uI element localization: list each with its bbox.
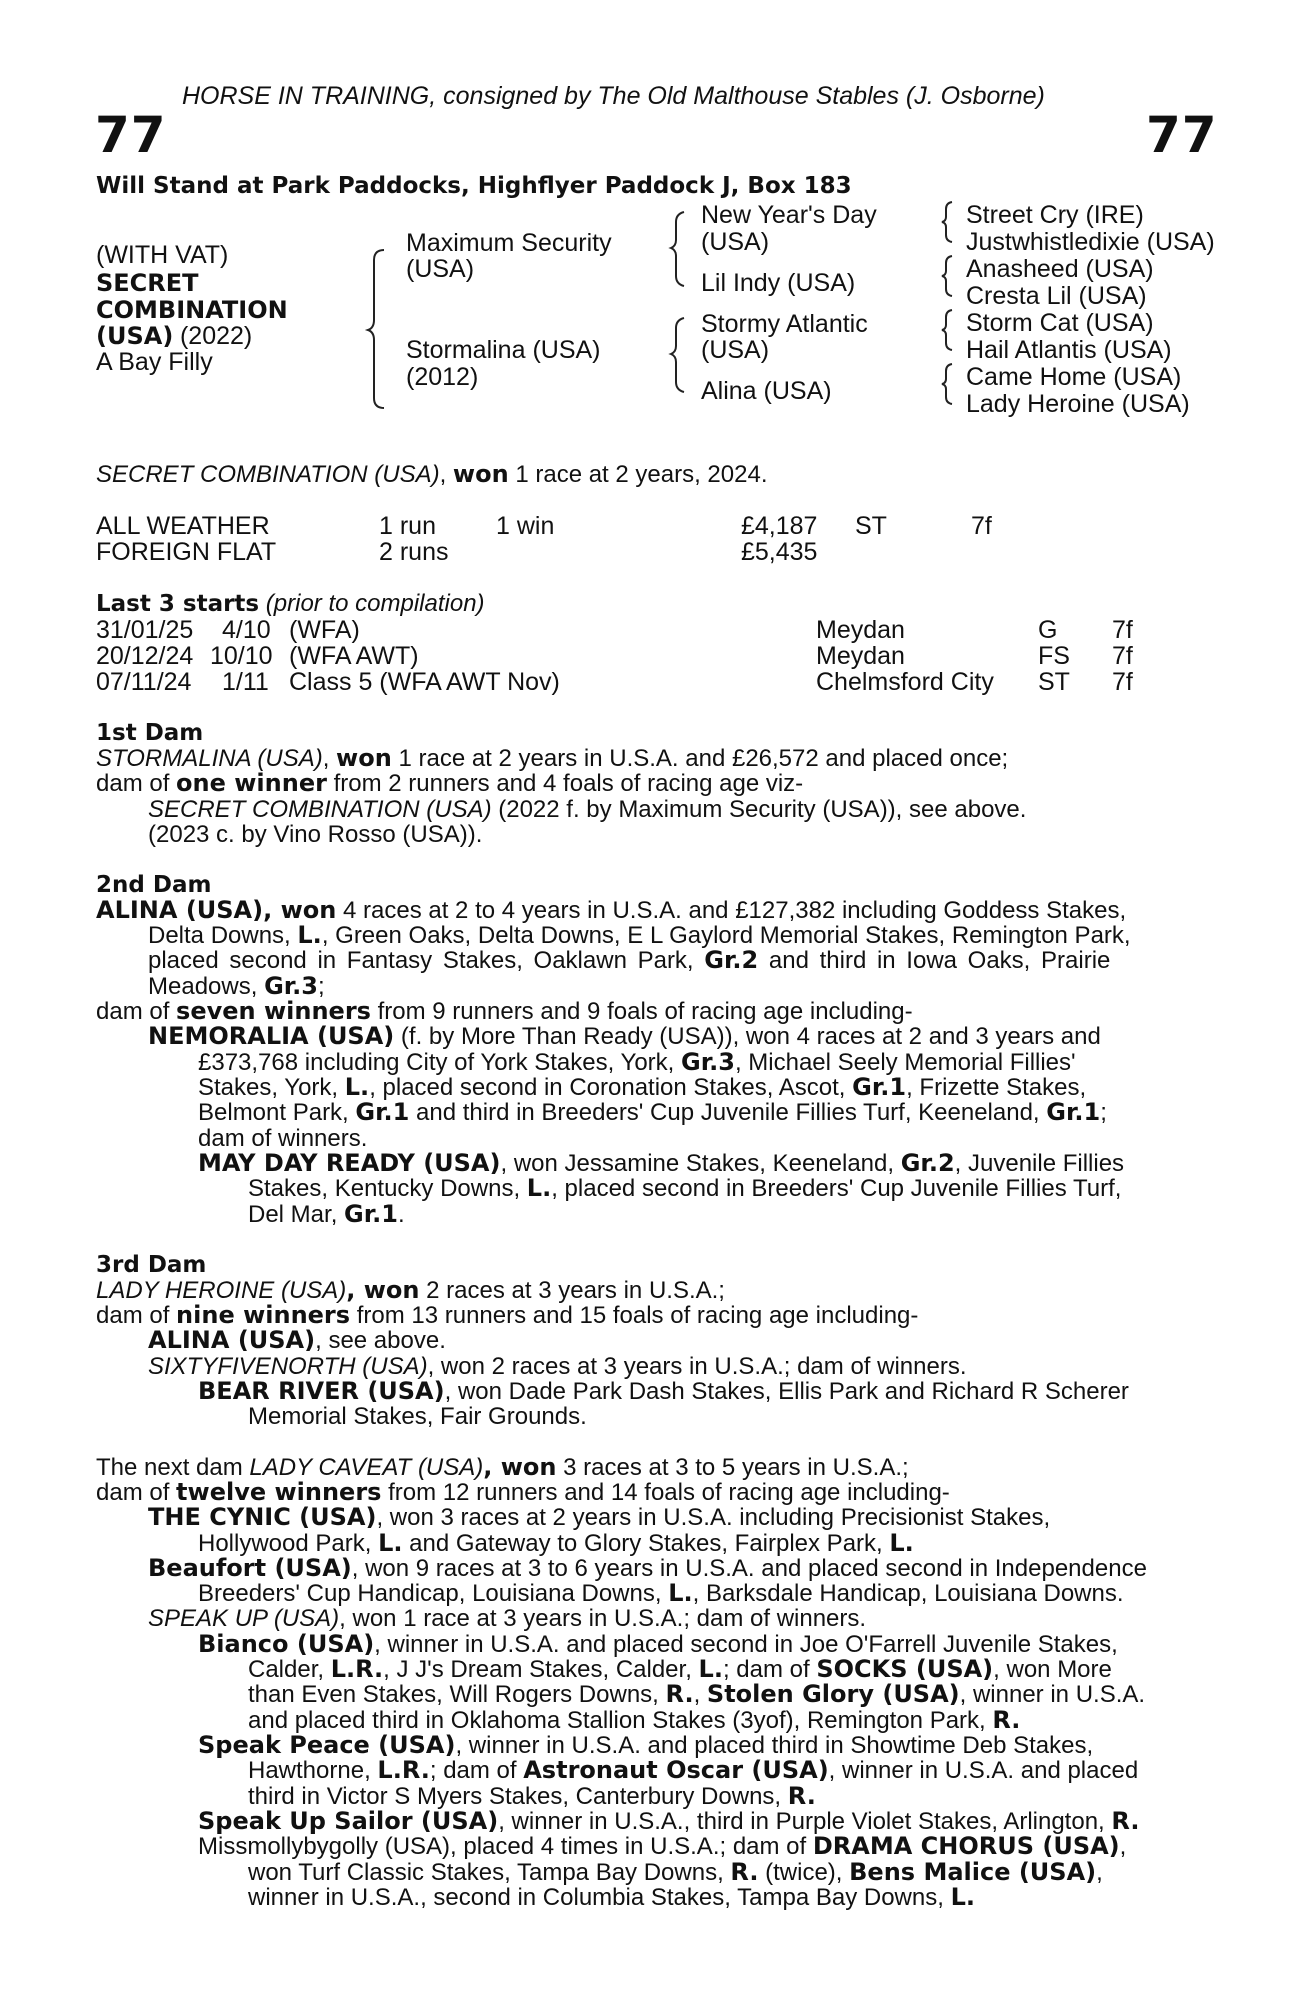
start-pos: 4/10	[222, 616, 271, 644]
text: Calder,	[248, 1656, 331, 1683]
text: , winner in U.S.A. and placed second in Joe O'Farrell Juvenile Stakes,	[374, 1631, 1118, 1658]
text: Hawthorne,	[248, 1757, 378, 1784]
start-race: (WFA AWT)	[289, 642, 419, 670]
grade: L.R.	[330, 1655, 384, 1683]
fourth-dam-line	[96, 1455, 909, 1481]
consignment-line: HORSE IN TRAINING, consigned by The Old Malthouse Stables (J. Osborne)	[182, 82, 1045, 110]
sire-name-2: (USA)	[406, 255, 475, 283]
produce-name: Bianco (USA)	[198, 1630, 375, 1658]
grade: L.	[378, 1529, 403, 1557]
second-dam-line: dam of winners.	[198, 1125, 368, 1152]
second-dam-line	[148, 923, 1131, 949]
grade: L.	[668, 1579, 693, 1607]
second-dam-line	[248, 1202, 405, 1228]
fourth-dam-line	[198, 1531, 914, 1557]
sire-name-1: Maximum Security	[406, 229, 612, 257]
start-course: Meydan	[816, 616, 905, 644]
text: , won More	[993, 1656, 1112, 1683]
text: winner in U.S.A., second in Columbia Stakes, Tampa Bay Downs,	[248, 1884, 951, 1911]
grade: L.	[526, 1174, 552, 1202]
won-label: , won	[483, 1453, 557, 1481]
sire-sire-2: (USA)	[701, 228, 770, 256]
produce-name: Speak Peace (USA)	[198, 1731, 456, 1759]
grade: L.R.	[377, 1756, 430, 1784]
dam-name: LADY CAVEAT (USA)	[249, 1454, 484, 1481]
text: , won 3 races at 2 years in U.S.A. including Precisionist Stakes,	[376, 1504, 1051, 1531]
ped-sdd: Cresta Lil (USA)	[966, 282, 1147, 310]
text: ,	[1096, 1859, 1103, 1886]
dam-sire-1: Stormy Atlantic	[701, 310, 868, 338]
sire-sire-1: New Year's Day	[701, 201, 877, 229]
stand-location: Will Stand at Park Paddocks, Highflyer Paddock J, Box 183	[96, 173, 852, 199]
third-dam-line	[96, 1278, 725, 1304]
text: , won 9 races at 3 to 6 years in U.S.A. and placed second in Independence	[351, 1555, 1147, 1582]
record-surface: FOREIGN FLAT	[96, 538, 277, 566]
text: ; dam of	[722, 1656, 817, 1683]
text: 3 races at 3 to 5 years in U.S.A.;	[556, 1454, 909, 1481]
grade: R.	[665, 1680, 694, 1708]
text: from 12 runners and 14 foals of racing age including-	[381, 1479, 950, 1506]
produce-name: Speak Up Sailor (USA)	[198, 1807, 499, 1835]
grade: R.	[992, 1706, 1021, 1734]
ped-sss: Street Cry (IRE)	[966, 201, 1144, 229]
grade: Gr.3	[681, 1048, 735, 1076]
produce-name: Astronaut Oscar (USA)	[523, 1756, 829, 1784]
bracket-gen2-dam	[672, 318, 692, 398]
fourth-dam-line	[248, 1708, 1020, 1734]
text: Stakes, York,	[198, 1074, 345, 1101]
third-dam-heading: 3rd Dam	[96, 1252, 207, 1278]
third-dam-line	[148, 1354, 967, 1380]
grade: Gr.2	[704, 946, 759, 974]
first-dam-line	[148, 797, 1026, 823]
grade: Gr.2	[900, 1149, 955, 1177]
fourth-dam-line	[248, 1885, 975, 1911]
grade: Gr.3	[264, 972, 318, 1000]
produce-name: Stolen Glory (USA)	[706, 1680, 960, 1708]
horse-year: (2022)	[179, 322, 253, 350]
text: won Turf Classic Stakes, Tampa Bay Downs,	[248, 1859, 731, 1886]
fourth-dam-line	[198, 1632, 1118, 1658]
text: , won 2 races at 3 years in U.S.A.; dam of winners.	[427, 1353, 967, 1380]
text: ; dam of	[429, 1757, 524, 1784]
text: (f. by More Than Ready (USA)), won 4 races at 2 and 3 years and	[394, 1023, 1101, 1050]
first-dam-line	[96, 771, 803, 797]
grade: R.	[1111, 1807, 1140, 1835]
grade: Gr.1	[355, 1098, 410, 1126]
start-pos: 10/10	[210, 642, 273, 670]
produce-name: SIXTYFIVENORTH (USA)	[148, 1353, 428, 1380]
produce-name: THE CYNIC (USA)	[148, 1503, 377, 1531]
horse-name-1: SECRET	[96, 269, 199, 297]
winners-count: nine winners	[176, 1301, 351, 1329]
fourth-dam-line	[148, 1556, 1147, 1582]
text: ,	[693, 1681, 707, 1708]
text: ,	[1119, 1833, 1127, 1860]
start-course: Meydan	[816, 642, 905, 670]
produce-name: SOCKS (USA)	[816, 1655, 994, 1683]
text: , won 1 race at 3 years in U.S.A.; dam of winners.	[339, 1605, 867, 1632]
text: , winner in U.S.A. and placed	[828, 1757, 1139, 1784]
start-dist: 7f	[1112, 616, 1133, 644]
start-date: 31/01/25	[96, 616, 194, 644]
grade: L.	[344, 1073, 370, 1101]
won-label: , won	[263, 896, 337, 924]
bracket-gen3-1	[942, 202, 958, 244]
text: Belmont Park,	[198, 1099, 356, 1126]
ped-sds: Anasheed (USA)	[966, 255, 1154, 283]
text: , placed second in Coronation Stakes, Ascot,	[369, 1074, 853, 1101]
ped-ddd: Lady Heroine (USA)	[966, 390, 1190, 418]
text: placed second in Fantasy Stakes, Oaklawn Park,	[148, 947, 705, 974]
text: , winner in U.S.A.	[959, 1681, 1146, 1708]
produce-name: ALINA (USA)	[148, 1326, 316, 1354]
won-label: won	[336, 744, 392, 772]
text: ;	[1100, 1099, 1107, 1126]
text: (2022 f. by Maximum Security (USA)), see above.	[491, 796, 1027, 823]
third-dam-line: Memorial Stakes, Fair Grounds.	[248, 1403, 587, 1430]
fourth-dam-line	[198, 1834, 1126, 1860]
fourth-dam-line	[248, 1860, 1103, 1886]
text: Delta Downs,	[148, 922, 298, 949]
produce-name: BEAR RIVER (USA)	[198, 1377, 445, 1405]
winners-count: twelve winners	[176, 1478, 382, 1506]
text: 4 races at 2 to 4 years in U.S.A. and £127,382 including Goddess Stakes,	[336, 897, 1127, 924]
grade: R.	[787, 1782, 816, 1810]
text: The next dam	[96, 1454, 250, 1481]
first-dam-heading: 1st Dam	[96, 720, 204, 746]
bracket-gen3-2	[942, 256, 958, 298]
produce-name: SPEAK UP (USA)	[148, 1605, 340, 1632]
text: , Michael Seely Memorial Fillies'	[734, 1049, 1076, 1076]
second-dam-line	[96, 898, 1126, 924]
fourth-dam-line	[96, 1480, 950, 1506]
start-course: Chelmsford City	[816, 668, 994, 696]
winners-count: seven winners	[176, 997, 371, 1025]
produce-name: MAY DAY READY (USA)	[198, 1149, 501, 1177]
text: , winner in U.S.A. and placed third in Showtime Deb Stakes,	[455, 1732, 1094, 1759]
lot-number-right: 77	[1146, 106, 1218, 164]
winners-count: one winner	[176, 769, 327, 797]
text: from 2 runners and 4 foals of racing age viz-	[326, 770, 804, 797]
text: 2 races at 3 years in U.S.A.;	[419, 1277, 725, 1304]
horse-country: (USA)	[96, 322, 174, 350]
text: £373,768 including City of York Stakes, York,	[198, 1049, 681, 1076]
grade: L.	[698, 1655, 723, 1683]
grade: Gr.1	[344, 1200, 398, 1228]
second-dam-line	[148, 948, 1110, 974]
second-dam-line	[248, 1176, 1121, 1202]
summary-won: won	[452, 460, 509, 488]
fourth-dam-line	[198, 1581, 1124, 1607]
second-dam-heading: 2nd Dam	[96, 872, 212, 898]
text: , won Jessamine Stakes, Keeneland,	[500, 1150, 901, 1177]
start-date: 07/11/24	[96, 668, 192, 696]
ped-dds: Came Home (USA)	[966, 363, 1182, 391]
text: (twice),	[758, 1859, 850, 1886]
text: and placed third in Oklahoma Stallion Stakes (3yof), Remington Park,	[248, 1707, 993, 1734]
text: , winner in U.S.A., third in Purple Violet Stakes, Arlington,	[498, 1808, 1112, 1835]
fourth-dam-line	[198, 1733, 1093, 1759]
last-starts-title: Last 3 starts	[96, 591, 260, 617]
fourth-dam-line	[248, 1682, 1145, 1708]
ped-dsd: Hail Atlantis (USA)	[966, 336, 1172, 364]
start-dist: 7f	[1112, 668, 1133, 696]
sire-dam: Lil Indy (USA)	[701, 269, 856, 297]
dam-name: LADY HEROINE (USA)	[96, 1277, 347, 1304]
record-runs: 2 runs	[379, 538, 449, 566]
text: and third in Breeders' Cup Juvenile Fillies Turf, Keeneland,	[409, 1099, 1047, 1126]
text: 1 race at 2 years in U.S.A. and £26,572 and placed once;	[391, 745, 1009, 772]
text: Meadows,	[148, 973, 265, 1000]
horse-name-2: COMBINATION	[96, 296, 288, 324]
vat-label: (WITH VAT)	[96, 241, 229, 269]
start-race: Class 5 (WFA AWT Nov)	[289, 668, 560, 696]
dam-sire-2: (USA)	[701, 336, 770, 364]
fourth-dam-line	[248, 1758, 1138, 1784]
first-dam-line: STORMALINA (USA), won 1 race at 2 years in U.S.A. and £26,572 and placed once;	[96, 744, 1009, 772]
second-dam-line	[198, 1050, 1076, 1076]
record-dist: 7f	[971, 512, 992, 540]
ped-dss: Storm Cat (USA)	[966, 309, 1154, 337]
fourth-dam-line	[148, 1505, 1050, 1531]
horse-description: A Bay Filly	[96, 348, 213, 376]
fourth-dam-line	[198, 1809, 1139, 1835]
dam-name-2: (2012)	[406, 363, 479, 391]
last-starts-heading	[96, 591, 485, 618]
dam-name: ALINA (USA)	[96, 896, 264, 924]
grade: Gr.1	[852, 1073, 907, 1101]
record-surface: ALL WEATHER	[96, 512, 270, 540]
produce-name: DRAMA CHORUS (USA)	[812, 1832, 1120, 1860]
summary-rest: 1 race at 2 years, 2024.	[508, 461, 768, 488]
grade: L.	[297, 921, 322, 949]
second-dam-line	[148, 1024, 1101, 1050]
dam-name-1: Stormalina (USA)	[406, 336, 601, 364]
bracket-gen3-4	[942, 364, 958, 406]
text: Hollywood Park,	[198, 1530, 379, 1557]
text: , Barksdale Handicap, Louisiana Downs.	[692, 1580, 1124, 1607]
second-dam-line	[96, 999, 913, 1025]
text: from 9 runners and 9 foals of racing age including-	[370, 998, 913, 1025]
text: dam of	[96, 998, 177, 1025]
text: Stakes, Kentucky Downs,	[248, 1175, 527, 1202]
text: ;	[318, 973, 325, 1000]
last-starts-note: (prior to compilation)	[259, 590, 485, 617]
third-dam-line	[148, 1328, 446, 1354]
dam-dam: Alina (USA)	[701, 377, 832, 405]
fourth-dam-line	[148, 1606, 866, 1632]
record-prize: £5,435	[741, 538, 818, 566]
produce-name: Bens Malice (USA)	[849, 1858, 1097, 1886]
text: , Frizette Stakes,	[906, 1074, 1087, 1101]
produce-name: SECRET COMBINATION (USA)	[148, 796, 492, 823]
text: dam of	[96, 1302, 177, 1329]
second-dam-line	[148, 974, 325, 1000]
start-date: 20/12/24	[96, 642, 194, 670]
text: dam of	[96, 1479, 177, 1506]
bracket-gen3-3	[942, 310, 958, 352]
text: , Green Oaks, Delta Downs, E L Gaylord Memorial Stakes, Remington Park,	[321, 922, 1131, 949]
text: dam of	[96, 770, 177, 797]
third-dam-line	[198, 1379, 1129, 1405]
second-dam-line	[198, 1151, 1124, 1177]
start-going: G	[1038, 616, 1058, 644]
produce-name: NEMORALIA (USA)	[148, 1022, 395, 1050]
lot-number-left: 77	[95, 106, 167, 164]
text: than Even Stakes, Will Rogers Downs,	[248, 1681, 666, 1708]
text: Missmollybygolly (USA), placed 4 times in U.S.A.; dam of	[198, 1833, 813, 1860]
horse-name-3	[96, 322, 252, 351]
text: .	[397, 1201, 405, 1228]
text: Breeders' Cup Handicap, Louisiana Downs,	[198, 1580, 669, 1607]
text: , see above.	[315, 1327, 446, 1354]
summary-name: SECRET COMBINATION (USA)	[96, 461, 440, 488]
record-going: ST	[855, 512, 887, 540]
second-dam-line	[198, 1100, 1107, 1126]
ped-ssd: Justwhistledixie (USA)	[966, 228, 1215, 256]
record-wins: 1 win	[496, 512, 555, 540]
bracket-gen1	[370, 250, 390, 410]
dam-name: STORMALINA (USA)	[96, 745, 323, 772]
produce-name: Beaufort (USA)	[148, 1554, 352, 1582]
grade: L.	[950, 1883, 975, 1911]
text: third in Victor S Myers Stakes, Canterbury Downs,	[248, 1783, 788, 1810]
first-dam-line: (2023 c. by Vino Rosso (USA)).	[148, 821, 483, 848]
race-summary: SECRET COMBINATION (USA), won 1 race at 2 years, 2024.	[96, 460, 768, 488]
fourth-dam-line	[248, 1657, 1112, 1683]
second-dam-line	[198, 1075, 1086, 1101]
start-dist: 7f	[1112, 642, 1133, 670]
start-race: (WFA)	[289, 616, 360, 644]
fourth-dam-line	[248, 1784, 816, 1810]
grade: L.	[889, 1529, 914, 1557]
bracket-gen2-sire	[672, 212, 692, 292]
text: and Gateway to Glory Stakes, Fairplex Park,	[402, 1530, 890, 1557]
text: Del Mar,	[248, 1201, 345, 1228]
text: , J J's Dream Stakes, Calder,	[383, 1656, 699, 1683]
text: , Juvenile Fillies	[954, 1150, 1125, 1177]
text: and third in Iowa Oaks, Prairie	[758, 947, 1111, 974]
third-dam-line	[96, 1303, 918, 1329]
start-going: FS	[1038, 642, 1070, 670]
won-label: , won	[346, 1276, 420, 1304]
start-pos: 1/11	[222, 668, 269, 696]
start-going: ST	[1038, 668, 1070, 696]
grade: Gr.1	[1046, 1098, 1101, 1126]
record-prize: £4,187	[741, 512, 818, 540]
record-runs: 1 run	[379, 512, 436, 540]
text: from 13 runners and 15 foals of racing age including-	[350, 1302, 919, 1329]
text: , won Dade Park Dash Stakes, Ellis Park and Richard R Scherer	[444, 1378, 1129, 1405]
text: , placed second in Breeders' Cup Juvenile Fillies Turf,	[551, 1175, 1122, 1202]
grade: R.	[730, 1858, 759, 1886]
